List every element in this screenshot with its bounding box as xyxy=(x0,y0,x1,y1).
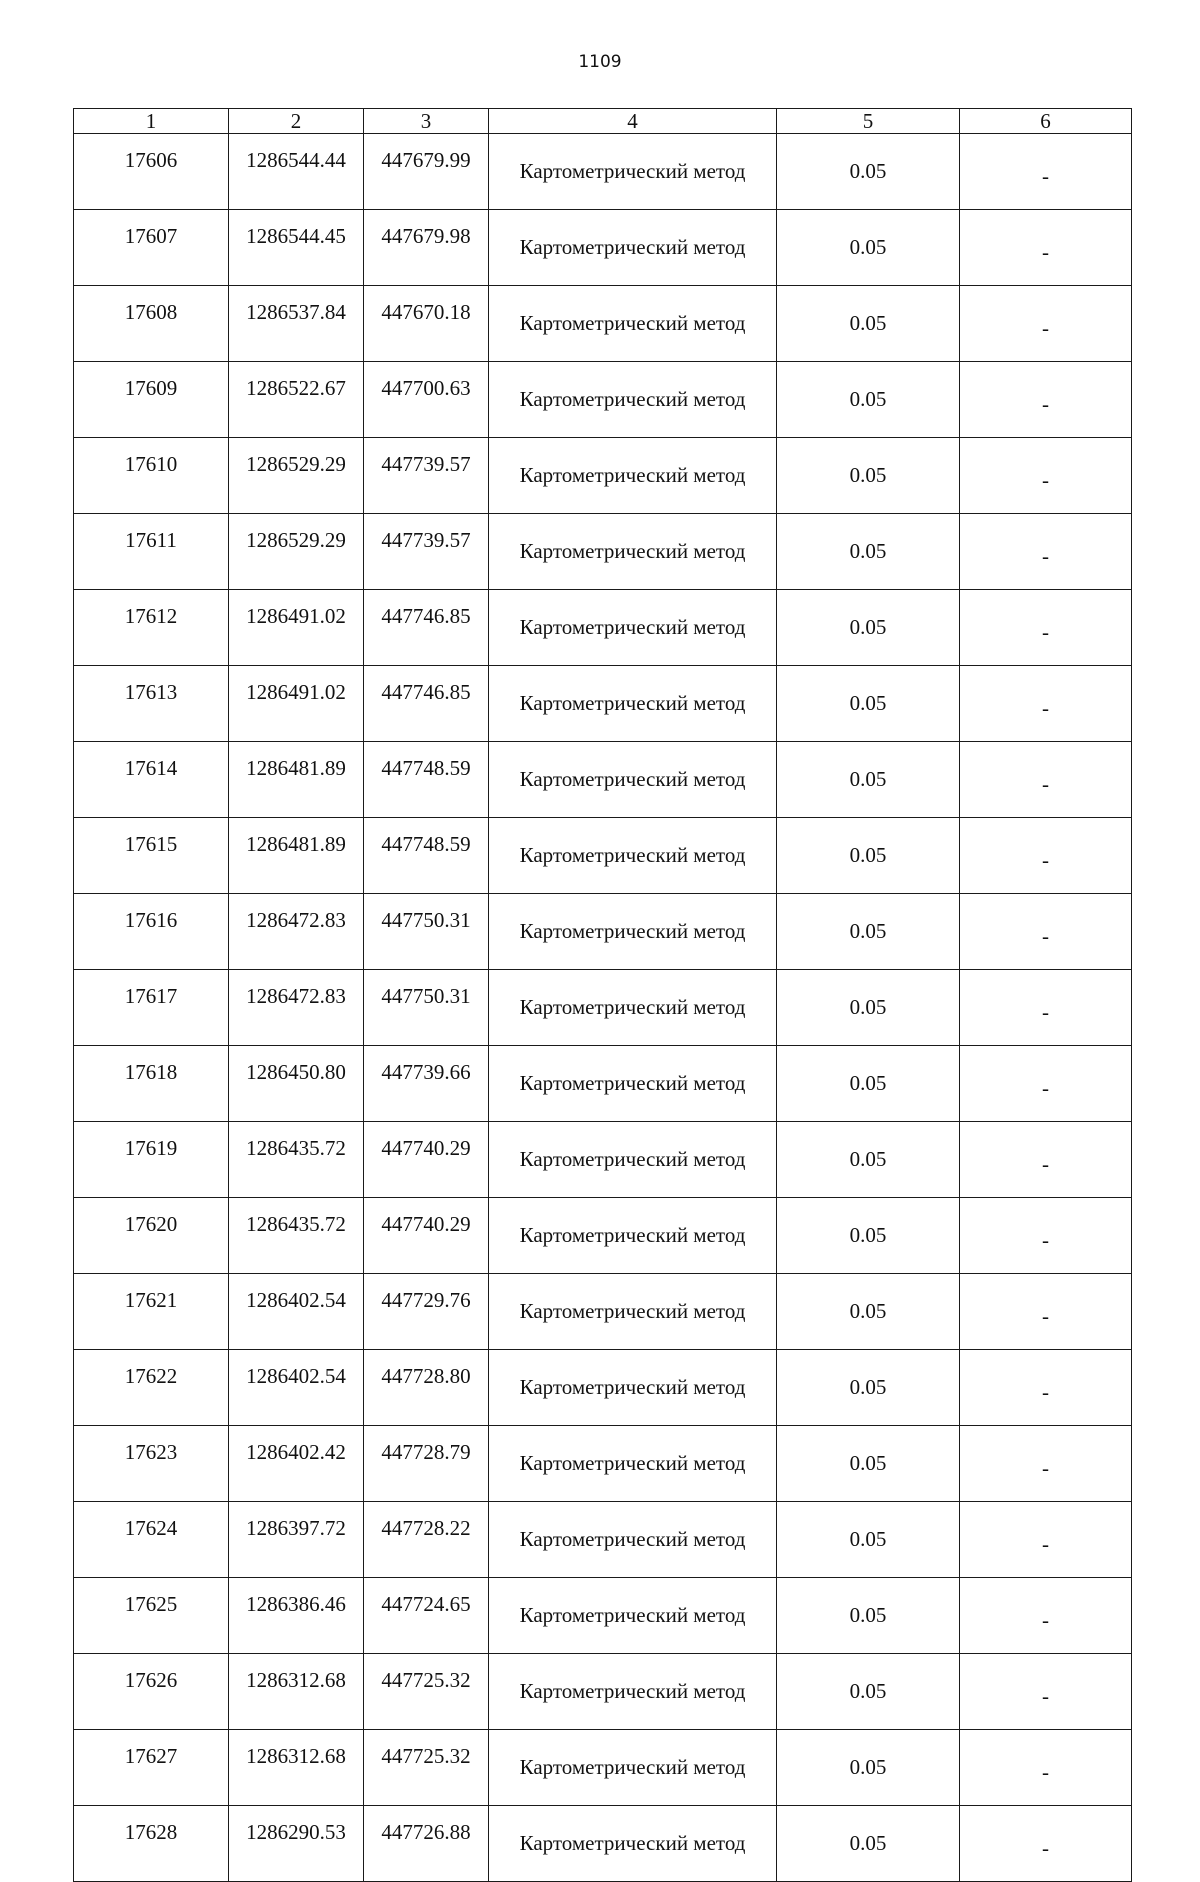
table-row xyxy=(74,1578,1132,1654)
note-cell: - xyxy=(960,1350,1132,1426)
note-cell: - xyxy=(960,818,1132,894)
accuracy-cell: 0.05 xyxy=(777,1502,960,1578)
table-row xyxy=(74,286,1132,362)
note-cell: - xyxy=(960,970,1132,1046)
accuracy-cell: 0.05 xyxy=(777,894,960,970)
table-row xyxy=(74,1350,1132,1426)
x-coordinate-cell: 1286529.29 xyxy=(229,438,364,514)
x-coordinate-cell: 1286529.29 xyxy=(229,514,364,590)
x-coordinate-cell: 1286402.54 xyxy=(229,1350,364,1426)
column-header: 2 xyxy=(229,109,364,134)
point-number-cell: 17620 xyxy=(74,1198,229,1274)
y-coordinate-cell: 447725.32 xyxy=(364,1654,489,1730)
accuracy-cell: 0.05 xyxy=(777,1578,960,1654)
method-cell: Картометрический метод xyxy=(489,1046,777,1122)
y-coordinate-cell: 447724.65 xyxy=(364,1578,489,1654)
x-coordinate-cell: 1286491.02 xyxy=(229,666,364,742)
page-number: 1109 xyxy=(578,52,622,72)
table-row xyxy=(74,134,1132,210)
accuracy-cell: 0.05 xyxy=(777,134,960,210)
y-coordinate-cell: 447739.66 xyxy=(364,1046,489,1122)
x-coordinate-cell: 1286312.68 xyxy=(229,1654,364,1730)
table-row xyxy=(74,970,1132,1046)
method-cell: Картометрический метод xyxy=(489,1502,777,1578)
note-cell: - xyxy=(960,134,1132,210)
accuracy-cell: 0.05 xyxy=(777,590,960,666)
point-number-cell: 17609 xyxy=(74,362,229,438)
table-row xyxy=(74,1502,1132,1578)
x-coordinate-cell: 1286402.42 xyxy=(229,1426,364,1502)
accuracy-cell: 0.05 xyxy=(777,210,960,286)
method-cell: Картометрический метод xyxy=(489,362,777,438)
point-number-cell: 17612 xyxy=(74,590,229,666)
x-coordinate-cell: 1286544.44 xyxy=(229,134,364,210)
x-coordinate-cell: 1286450.80 xyxy=(229,1046,364,1122)
y-coordinate-cell: 447728.79 xyxy=(364,1426,489,1502)
note-cell: - xyxy=(960,286,1132,362)
table-header-row xyxy=(74,109,1132,134)
table-row xyxy=(74,1806,1132,1882)
note-cell: - xyxy=(960,1578,1132,1654)
table-body xyxy=(74,109,1132,1882)
method-cell: Картометрический метод xyxy=(489,1426,777,1502)
method-cell: Картометрический метод xyxy=(489,1122,777,1198)
x-coordinate-cell: 1286397.72 xyxy=(229,1502,364,1578)
column-header: 1 xyxy=(74,109,229,134)
note-cell: - xyxy=(960,1730,1132,1806)
point-number-cell: 17607 xyxy=(74,210,229,286)
point-number-cell: 17613 xyxy=(74,666,229,742)
column-header: 5 xyxy=(777,109,960,134)
table-row xyxy=(74,210,1132,286)
point-number-cell: 17626 xyxy=(74,1654,229,1730)
x-coordinate-cell: 1286435.72 xyxy=(229,1122,364,1198)
method-cell: Картометрический метод xyxy=(489,1198,777,1274)
point-number-cell: 17625 xyxy=(74,1578,229,1654)
coordinates-table xyxy=(73,108,1132,1882)
method-cell: Картометрический метод xyxy=(489,894,777,970)
note-cell: - xyxy=(960,210,1132,286)
table-row xyxy=(74,742,1132,818)
method-cell: Картометрический метод xyxy=(489,970,777,1046)
accuracy-cell: 0.05 xyxy=(777,1426,960,1502)
accuracy-cell: 0.05 xyxy=(777,286,960,362)
method-cell: Картометрический метод xyxy=(489,1274,777,1350)
column-header: 4 xyxy=(489,109,777,134)
accuracy-cell: 0.05 xyxy=(777,362,960,438)
y-coordinate-cell: 447728.80 xyxy=(364,1350,489,1426)
table-row xyxy=(74,1274,1132,1350)
accuracy-cell: 0.05 xyxy=(777,1046,960,1122)
note-cell: - xyxy=(960,894,1132,970)
method-cell: Картометрический метод xyxy=(489,666,777,742)
note-cell: - xyxy=(960,666,1132,742)
note-cell: - xyxy=(960,1806,1132,1882)
y-coordinate-cell: 447679.99 xyxy=(364,134,489,210)
accuracy-cell: 0.05 xyxy=(777,970,960,1046)
accuracy-cell: 0.05 xyxy=(777,742,960,818)
y-coordinate-cell: 447750.31 xyxy=(364,970,489,1046)
column-header: 3 xyxy=(364,109,489,134)
y-coordinate-cell: 447700.63 xyxy=(364,362,489,438)
table-row xyxy=(74,1122,1132,1198)
method-cell: Картометрический метод xyxy=(489,438,777,514)
y-coordinate-cell: 447679.98 xyxy=(364,210,489,286)
x-coordinate-cell: 1286491.02 xyxy=(229,590,364,666)
x-coordinate-cell: 1286290.53 xyxy=(229,1806,364,1882)
x-coordinate-cell: 1286386.46 xyxy=(229,1578,364,1654)
accuracy-cell: 0.05 xyxy=(777,1806,960,1882)
method-cell: Картометрический метод xyxy=(489,210,777,286)
y-coordinate-cell: 447740.29 xyxy=(364,1122,489,1198)
y-coordinate-cell: 447740.29 xyxy=(364,1198,489,1274)
x-coordinate-cell: 1286472.83 xyxy=(229,894,364,970)
y-coordinate-cell: 447739.57 xyxy=(364,438,489,514)
y-coordinate-cell: 447725.32 xyxy=(364,1730,489,1806)
note-cell: - xyxy=(960,590,1132,666)
note-cell: - xyxy=(960,1046,1132,1122)
y-coordinate-cell: 447728.22 xyxy=(364,1502,489,1578)
accuracy-cell: 0.05 xyxy=(777,1122,960,1198)
accuracy-cell: 0.05 xyxy=(777,514,960,590)
note-cell: - xyxy=(960,742,1132,818)
point-number-cell: 17618 xyxy=(74,1046,229,1122)
y-coordinate-cell: 447748.59 xyxy=(364,818,489,894)
accuracy-cell: 0.05 xyxy=(777,1198,960,1274)
y-coordinate-cell: 447729.76 xyxy=(364,1274,489,1350)
accuracy-cell: 0.05 xyxy=(777,438,960,514)
point-number-cell: 17606 xyxy=(74,134,229,210)
table-row xyxy=(74,514,1132,590)
x-coordinate-cell: 1286435.72 xyxy=(229,1198,364,1274)
accuracy-cell: 0.05 xyxy=(777,1654,960,1730)
method-cell: Картометрический метод xyxy=(489,590,777,666)
method-cell: Картометрический метод xyxy=(489,818,777,894)
y-coordinate-cell: 447670.18 xyxy=(364,286,489,362)
y-coordinate-cell: 447746.85 xyxy=(364,666,489,742)
x-coordinate-cell: 1286544.45 xyxy=(229,210,364,286)
method-cell: Картометрический метод xyxy=(489,742,777,818)
point-number-cell: 17623 xyxy=(74,1426,229,1502)
note-cell: - xyxy=(960,1198,1132,1274)
table-row xyxy=(74,1198,1132,1274)
method-cell: Картометрический метод xyxy=(489,134,777,210)
accuracy-cell: 0.05 xyxy=(777,1350,960,1426)
point-number-cell: 17608 xyxy=(74,286,229,362)
point-number-cell: 17614 xyxy=(74,742,229,818)
note-cell: - xyxy=(960,1122,1132,1198)
point-number-cell: 17610 xyxy=(74,438,229,514)
method-cell: Картометрический метод xyxy=(489,1350,777,1426)
method-cell: Картометрический метод xyxy=(489,514,777,590)
x-coordinate-cell: 1286522.67 xyxy=(229,362,364,438)
note-cell: - xyxy=(960,1274,1132,1350)
accuracy-cell: 0.05 xyxy=(777,1274,960,1350)
point-number-cell: 17622 xyxy=(74,1350,229,1426)
table-row xyxy=(74,590,1132,666)
point-number-cell: 17628 xyxy=(74,1806,229,1882)
table-row xyxy=(74,818,1132,894)
point-number-cell: 17619 xyxy=(74,1122,229,1198)
y-coordinate-cell: 447726.88 xyxy=(364,1806,489,1882)
accuracy-cell: 0.05 xyxy=(777,1730,960,1806)
x-coordinate-cell: 1286537.84 xyxy=(229,286,364,362)
y-coordinate-cell: 447750.31 xyxy=(364,894,489,970)
table-row xyxy=(74,894,1132,970)
table-row xyxy=(74,438,1132,514)
x-coordinate-cell: 1286402.54 xyxy=(229,1274,364,1350)
table-row xyxy=(74,1046,1132,1122)
accuracy-cell: 0.05 xyxy=(777,666,960,742)
note-cell: - xyxy=(960,1426,1132,1502)
table-row xyxy=(74,1730,1132,1806)
point-number-cell: 17627 xyxy=(74,1730,229,1806)
note-cell: - xyxy=(960,362,1132,438)
method-cell: Картометрический метод xyxy=(489,1654,777,1730)
note-cell: - xyxy=(960,1654,1132,1730)
y-coordinate-cell: 447748.59 xyxy=(364,742,489,818)
point-number-cell: 17616 xyxy=(74,894,229,970)
y-coordinate-cell: 447746.85 xyxy=(364,590,489,666)
note-cell: - xyxy=(960,1502,1132,1578)
point-number-cell: 17621 xyxy=(74,1274,229,1350)
table-row xyxy=(74,1654,1132,1730)
table-row xyxy=(74,362,1132,438)
point-number-cell: 17617 xyxy=(74,970,229,1046)
column-header: 6 xyxy=(960,109,1132,134)
method-cell: Картометрический метод xyxy=(489,1578,777,1654)
table-row xyxy=(74,666,1132,742)
point-number-cell: 17615 xyxy=(74,818,229,894)
note-cell: - xyxy=(960,438,1132,514)
method-cell: Картометрический метод xyxy=(489,1730,777,1806)
x-coordinate-cell: 1286472.83 xyxy=(229,970,364,1046)
y-coordinate-cell: 447739.57 xyxy=(364,514,489,590)
x-coordinate-cell: 1286312.68 xyxy=(229,1730,364,1806)
method-cell: Картометрический метод xyxy=(489,1806,777,1882)
point-number-cell: 17624 xyxy=(74,1502,229,1578)
method-cell: Картометрический метод xyxy=(489,286,777,362)
note-cell: - xyxy=(960,514,1132,590)
accuracy-cell: 0.05 xyxy=(777,818,960,894)
x-coordinate-cell: 1286481.89 xyxy=(229,742,364,818)
table-row xyxy=(74,1426,1132,1502)
x-coordinate-cell: 1286481.89 xyxy=(229,818,364,894)
point-number-cell: 17611 xyxy=(74,514,229,590)
